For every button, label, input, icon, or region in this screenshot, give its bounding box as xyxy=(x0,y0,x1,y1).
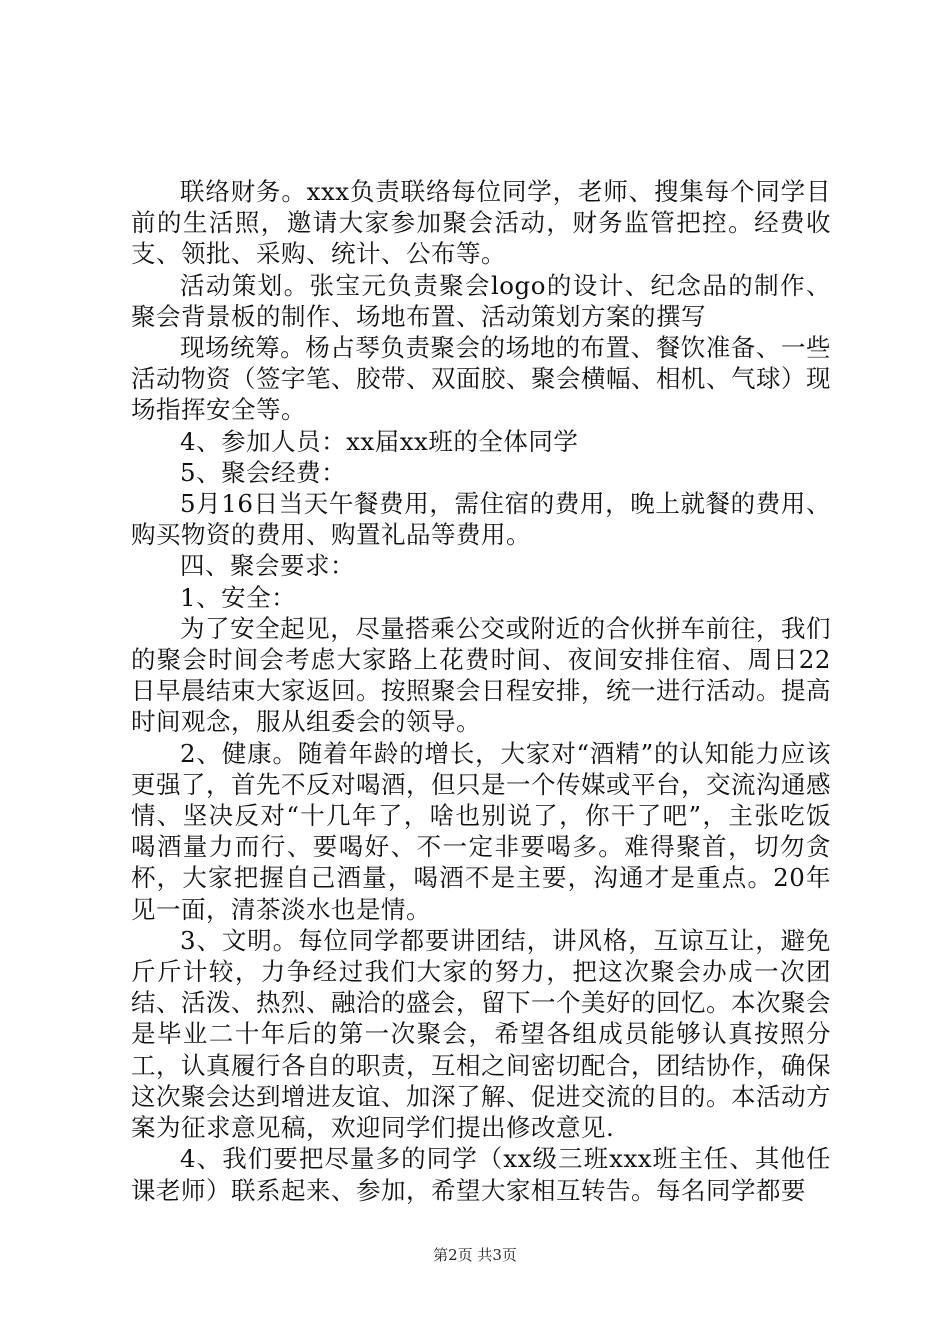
page-footer: 第2页 共3页 xyxy=(433,1246,517,1264)
paragraph-contact: 4、我们要把尽量多的同学（xx级三班xxx班主任、其他任课老师）联系起来、参加，希望大家相互转告。每名同学都要 xyxy=(131,1144,831,1205)
paragraph-health: 2、健康。随着年龄的增长，大家对“酒精”的认知能力应该更强了，首先不反对喝酒，但只是一个传媒或平台，交流沟通感情、坚决反对“十几年了，啥也别说了，你干了吧”，主张吃饭喝酒量力而行、要喝好、不一定非要喝多。难得聚首，切勿贪杯，大家把握自己酒量，喝酒不是主要，沟通才是重点。20年见一面，清茶淡水也是情。 xyxy=(131,738,831,924)
paragraph-safety-heading: 1、安全： xyxy=(180,582,297,612)
paragraph-funds-heading: 5、聚会经费： xyxy=(180,457,347,487)
paragraph-onsite: 现场统筹。杨占琴负责聚会的场地的布置、餐饮准备、一些活动物资（签字笔、胶带、双面胶、聚会横幅、相机、气球）现场指挥安全等。 xyxy=(131,333,831,425)
paragraph-civility: 3、文明。每位同学都要讲团结，讲风格，互谅互让，避免斤斤计较，力争经过我们大家的努力，把这次聚会办成一次团结、活泼、热烈、融洽的盛会，留下一个美好的回忆。本次聚会是毕业二十年后的第一次聚会，希望各组成员能够认真按照分工，认真履行各自的职责，互相之间密切配合，团结协作，确保这次聚会达到增进友谊、加深了解、促进交流的目的。本活动方案为征求意见稿，欢迎同学们提出修改意见. xyxy=(131,925,831,1143)
paragraph-finance: 联络财务。xxx负责联络每位同学，老师、搜集每个同学目前的生活照，邀请大家参加聚会活动，财务监管把控。经费收支、领批、采购、统计、公布等。 xyxy=(131,177,831,269)
paragraph-participants: 4、参加人员：xx届xx班的全体同学 xyxy=(180,426,579,456)
document-body xyxy=(131,176,831,1206)
paragraph-funds: 5月16日当天午餐费用，需住宿的费用，晚上就餐的费用、购买物资的费用、购置礼品等费用。 xyxy=(131,489,831,550)
paragraph-safety: 为了安全起见，尽量搭乘公交或附近的合伙拼车前往，我们的聚会时间会考虑大家路上花费时间、夜间安排住宿、周日22日早晨结束大家返回。按照聚会日程安排，统一进行活动。提高时间观念，服从组委会的领导。 xyxy=(131,613,831,737)
section-heading-requirements: 四、聚会要求： xyxy=(180,551,355,581)
paragraph-planning: 活动策划。张宝元负责聚会logo的设计、纪念品的制作、聚会背景板的制作、场地布置、活动策划方案的撰写 xyxy=(131,270,831,331)
